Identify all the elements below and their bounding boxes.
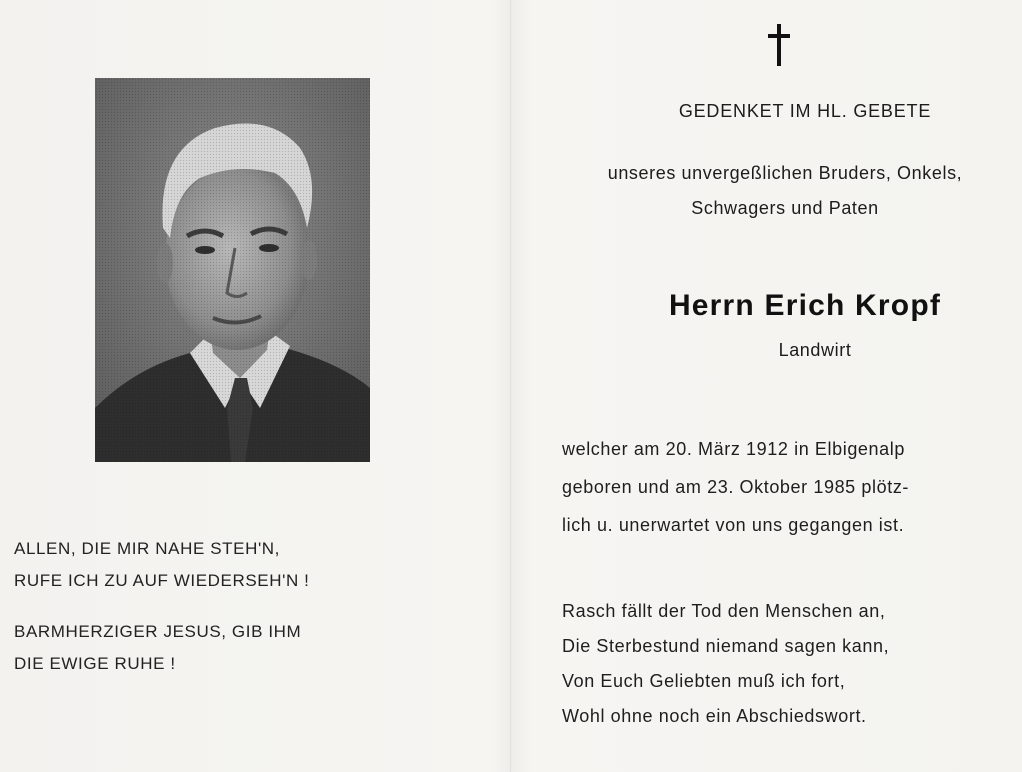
cross-icon: [764, 22, 794, 68]
portrait-photo: [95, 78, 370, 462]
occupation: Landwirt: [778, 340, 852, 360]
poem-line: Wohl ohne noch ein Abschiedswort.: [562, 706, 867, 726]
portrait-illustration: [95, 78, 370, 462]
prayer-verse: [14, 616, 301, 680]
prayer-line: DIE EWIGE RUHE !: [14, 654, 176, 673]
poem-line: Von Euch Geliebten muß ich fort,: [562, 671, 846, 691]
bio-line: lich u. unerwartet von uns gegangen ist.: [562, 515, 905, 535]
intro-line: unseres unvergeßlichen Bruders, Onkels,: [607, 163, 963, 183]
card-fold: [510, 0, 511, 772]
deceased-name: Herrn Erich Kropf: [668, 289, 942, 322]
poem-line: Rasch fällt der Tod den Menschen an,: [562, 601, 886, 621]
intro-line: Schwagers und Paten: [691, 198, 879, 218]
verse-line: RUFE ICH ZU AUF WIEDERSEH'N !: [14, 571, 310, 590]
verse-line: ALLEN, DIE MIR NAHE STEH'N,: [14, 539, 280, 558]
prayer-line: BARMHERZIGER JESUS, GIB IHM: [14, 622, 302, 641]
heading: GEDENKET IM HL. GEBETE: [678, 101, 932, 121]
farewell-verse: [14, 533, 310, 597]
bio-line: geboren und am 23. Oktober 1985 plötz-: [562, 477, 910, 497]
poem: [562, 594, 889, 734]
bio-line: welcher am 20. März 1912 in Elbigenalp: [562, 439, 905, 459]
poem-line: Die Sterbestund niemand sagen kann,: [562, 636, 890, 656]
biography: [562, 430, 909, 544]
